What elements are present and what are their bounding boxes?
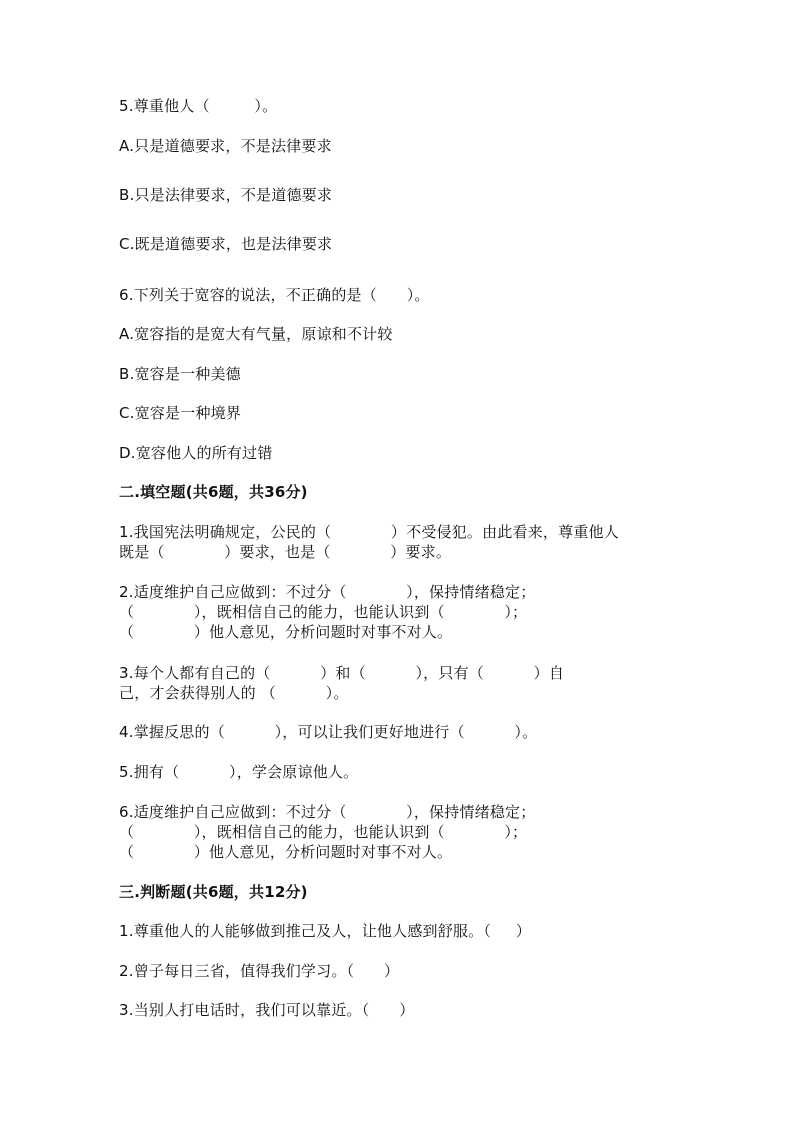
fill-q5: 5.拥有（ ），学会原谅他人。 [119, 763, 359, 781]
fill-q6-line3: （ ）他人意见，分析问题时对事不对人。 [119, 843, 453, 861]
judge-q1: 1.尊重他人的人能够做到推己及人，让他人感到舒服。（ ） [119, 922, 532, 940]
fill-q1-line1: 1.我国宪法明确规定，公民的（ ）不受侵犯。由此看来，尊重他人 [119, 523, 619, 541]
q6-option-d: D.宽容他人的所有过错 [119, 444, 273, 462]
q5-option-a: A.只是道德要求，不是法律要求 [119, 137, 332, 155]
fill-q6-line1: 6.适度维护自己应做到：不过分（ ），保持情绪稳定； [119, 803, 536, 821]
fill-q2-line1: 2.适度维护自己应做到：不过分（ ），保持情绪稳定； [119, 583, 536, 601]
q6-option-b: B.宽容是一种美德 [119, 365, 241, 383]
q5-option-b: B.只是法律要求，不是道德要求 [119, 186, 333, 204]
q6-stem: 6.下列关于宽容的说法，不正确的是（ ）。 [119, 286, 430, 304]
section3-heading: 三.判断题(共6题，共12分) [119, 883, 308, 901]
judge-q2: 2.曾子每日三省，值得我们学习。（ ） [119, 962, 400, 980]
fill-q3-line1: 3.每个人都有自己的（ ）和（ ），只有（ ）自 [119, 664, 565, 682]
fill-q4: 4.掌握反思的（ ），可以让我们更好地进行（ ）。 [119, 723, 538, 741]
fill-q6-line2: （ ），既相信自己的能力，也能认识到（ ）； [119, 823, 528, 841]
section2-heading: 二.填空题(共6题，共36分) [119, 483, 308, 501]
fill-q3-line2: 己，才会获得别人的 （ ）。 [119, 684, 349, 702]
fill-q1-line2: 既是（ ）要求，也是（ ）要求。 [119, 543, 452, 561]
q5-option-c: C.既是道德要求，也是法律要求 [119, 235, 333, 253]
judge-q3: 3.当别人打电话时，我们可以靠近。（ ） [119, 1001, 415, 1019]
q5-stem: 5.尊重他人（ ）。 [119, 97, 278, 115]
q6-option-a: A.宽容指的是宽大有气量，原谅和不计较 [119, 325, 393, 343]
q6-option-c: C.宽容是一种境界 [119, 404, 242, 422]
fill-q2-line3: （ ）他人意见，分析问题时对事不对人。 [119, 623, 453, 641]
fill-q2-line2: （ ），既相信自己的能力，也能认识到（ ）； [119, 603, 528, 621]
